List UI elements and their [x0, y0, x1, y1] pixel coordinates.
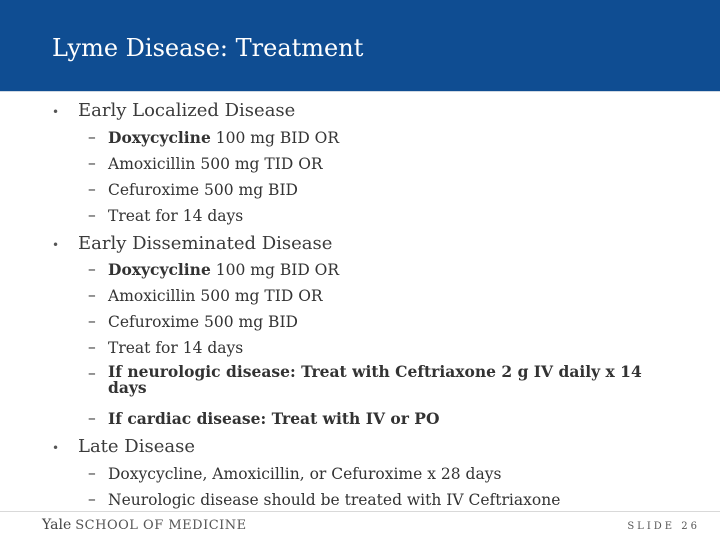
dash-icon: –: [88, 490, 96, 508]
slide-number: SLIDE 26: [627, 521, 700, 532]
dash-icon: –: [88, 409, 96, 427]
dash-icon: –: [88, 128, 96, 146]
dash-icon: –: [88, 154, 96, 172]
dash-icon: –: [88, 286, 96, 304]
dash-icon: –: [88, 180, 96, 198]
yale-logo: Yale SCHOOL OF MEDICINE: [42, 517, 247, 533]
title-bar: [0, 0, 720, 92]
dash-icon: –: [88, 338, 96, 356]
dash-icon: –: [88, 364, 96, 382]
dash-icon: –: [88, 464, 96, 482]
dash-icon: –: [88, 260, 96, 278]
slide-title: Lyme Disease: Treatment: [52, 34, 364, 62]
bullet-icon: •: [52, 238, 60, 252]
dash-icon: –: [88, 206, 96, 224]
dash-icon: –: [88, 312, 96, 330]
bullet-icon: •: [52, 105, 60, 119]
bullet-icon: •: [52, 441, 60, 455]
footer-divider: [0, 511, 720, 512]
